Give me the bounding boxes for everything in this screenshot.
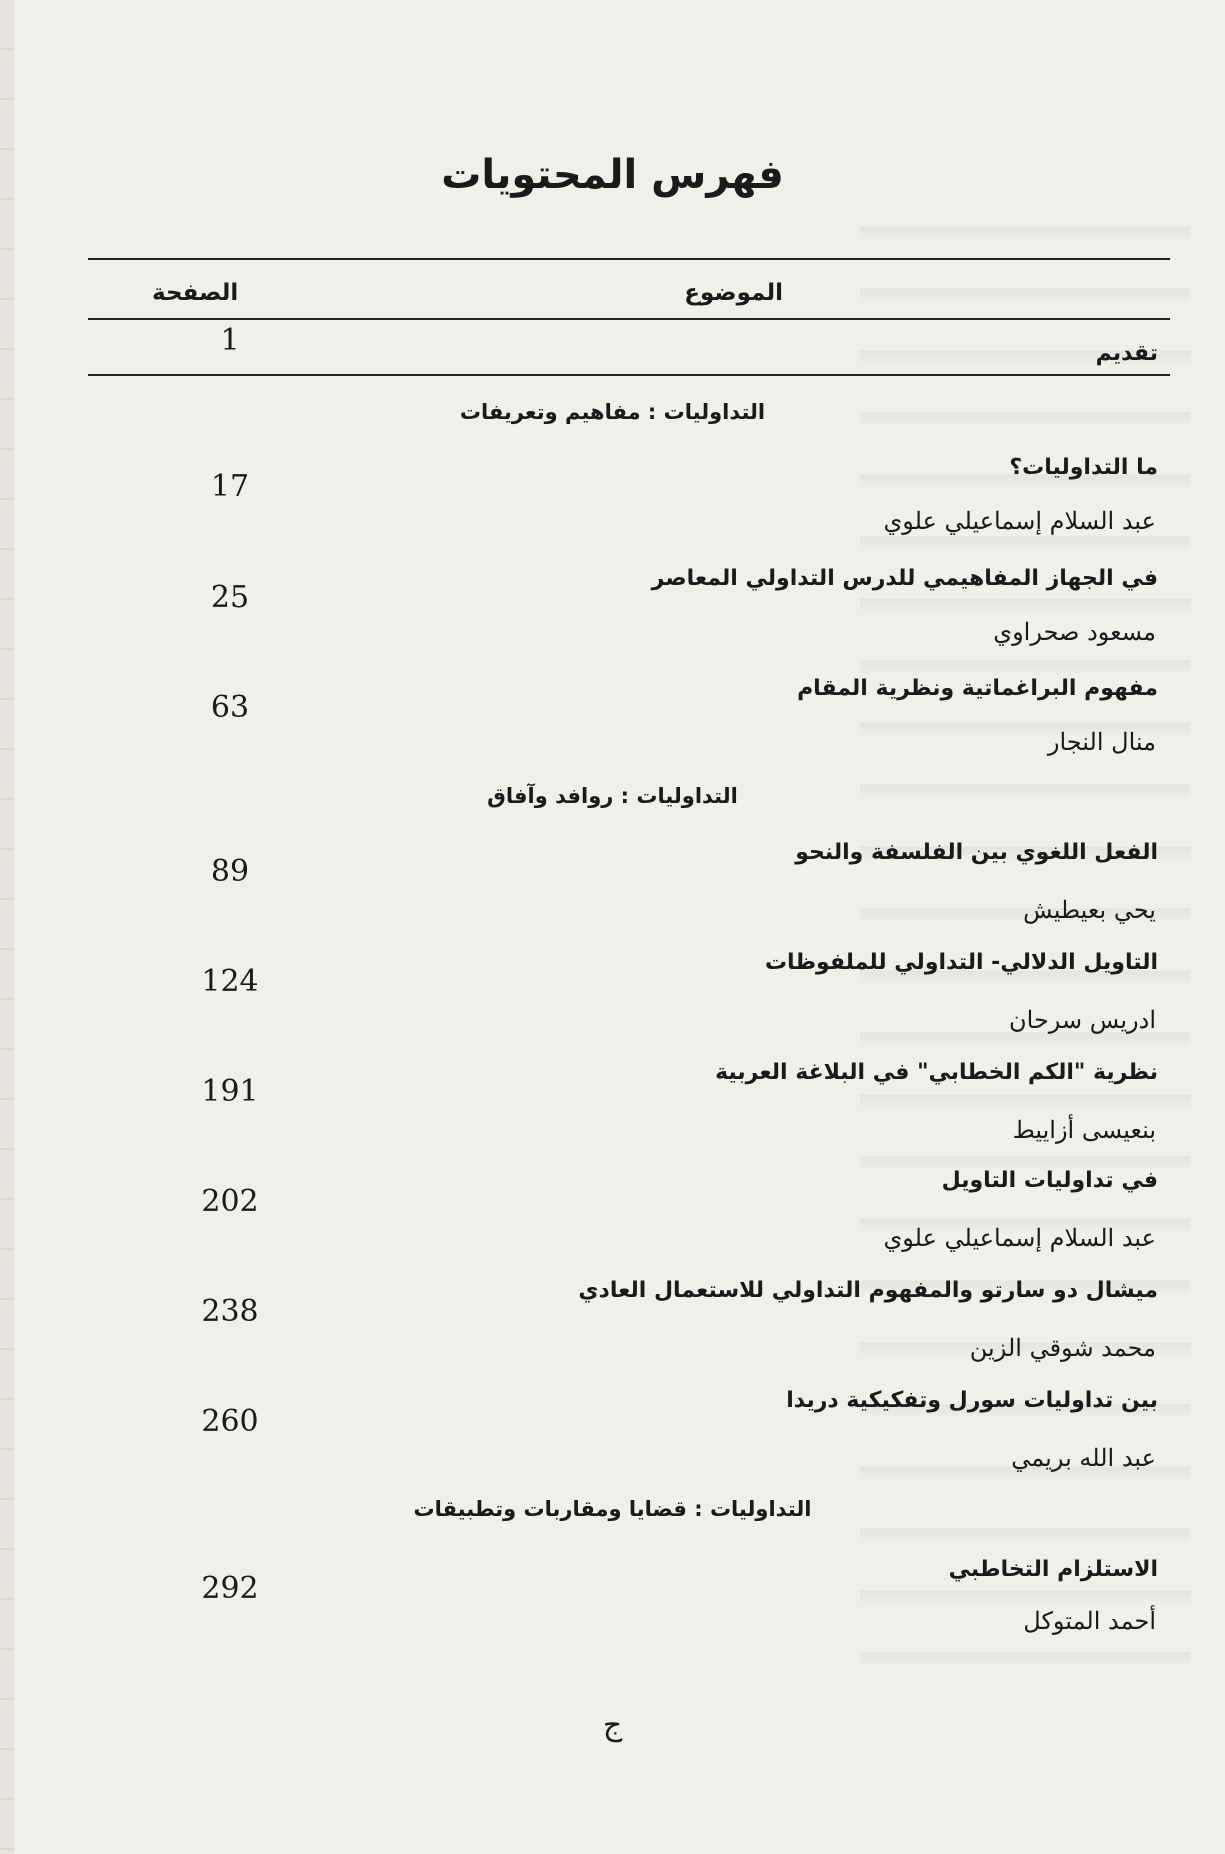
entry-author: مسعود صحراوي — [993, 618, 1156, 646]
page-number: 238 — [201, 1294, 259, 1329]
section-heading: التداوليات : روافد وآفاق — [487, 784, 738, 808]
entry-author: محمد شوقي الزين — [969, 1334, 1156, 1362]
entry-title: في تداوليات التاويل — [941, 1168, 1158, 1193]
page-number: 202 — [201, 1184, 259, 1219]
entry-author: ادريس سرحان — [1009, 1006, 1156, 1034]
section-heading: التداوليات : قضايا ومقاربات وتطبيقات — [413, 1497, 812, 1521]
entry-author: بنعيسى أزاييط — [1012, 1116, 1156, 1144]
page-edge — [0, 0, 14, 1854]
page-number: 63 — [210, 690, 250, 725]
rule-header — [88, 318, 1170, 320]
entry-author: يحي بعيطيش — [1023, 896, 1156, 924]
entry-author: عبد السلام إسماعيلي علوي — [883, 507, 1156, 535]
rule-top — [88, 258, 1170, 260]
entry-author: عبد الله بريمي — [1011, 1444, 1156, 1472]
entry-title: بين تداوليات سورل وتفكيكية دريدا — [786, 1388, 1158, 1413]
header-page: الصفحة — [152, 280, 239, 306]
entry-author: أحمد المتوكل — [1023, 1607, 1156, 1635]
page-number: 1 — [220, 323, 240, 358]
entry-author: عبد السلام إسماعيلي علوي — [883, 1224, 1156, 1252]
entry-title: الاستلزام التخاطبي — [948, 1557, 1158, 1582]
page-number: 89 — [210, 854, 250, 889]
page-letter: ج — [602, 1708, 623, 1743]
entry-title: في الجهاز المفاهيمي للدرس التداولي المعاصر — [651, 566, 1158, 591]
header-topic: الموضوع — [684, 280, 783, 306]
page-number: 292 — [201, 1571, 259, 1606]
entry-title: التاويل الدلالي- التداولي للملفوظات — [764, 950, 1158, 975]
page-number: 191 — [201, 1074, 259, 1109]
entry-author: منال النجار — [1047, 728, 1156, 756]
page-number: 124 — [201, 964, 259, 999]
entry-title: نظرية "الكم الخطابي" في البلاغة العربية — [715, 1060, 1158, 1085]
section-heading: التداوليات : مفاهيم وتعريفات — [459, 400, 766, 424]
rule-intro — [88, 374, 1170, 376]
page-number: 25 — [210, 580, 250, 615]
entry-title: ميشال دو سارتو والمفهوم التداولي للاستعمال العادي — [578, 1278, 1158, 1303]
entry-title: ما التداوليات؟ — [1009, 455, 1158, 480]
page-number: 17 — [210, 469, 250, 504]
entry-title: تقديم — [1095, 341, 1158, 366]
entry-title: مفهوم البراغماتية ونظرية المقام — [797, 676, 1158, 701]
page-title: فهرس المحتويات — [441, 152, 784, 198]
entry-title: الفعل اللغوي بين الفلسفة والنحو — [795, 840, 1158, 865]
page-number: 260 — [201, 1404, 259, 1439]
